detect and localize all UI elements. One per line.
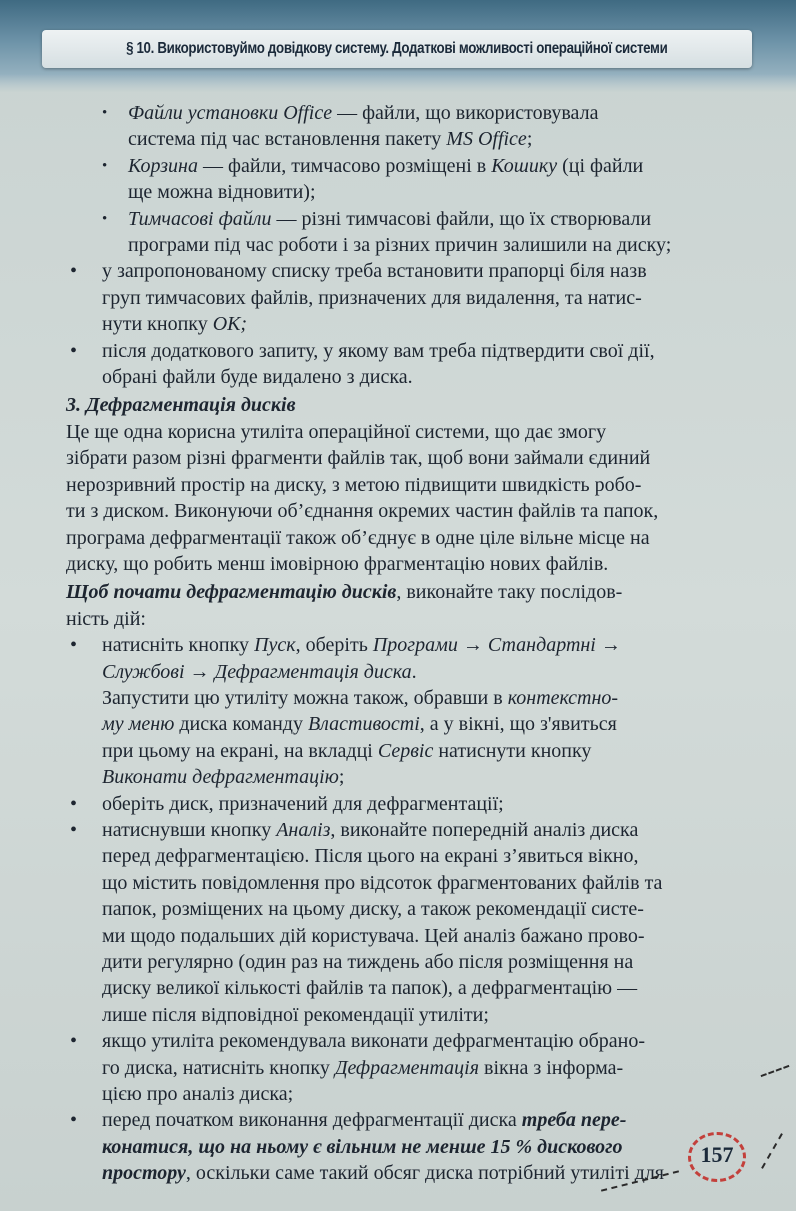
item-term: му меню [102,713,175,736]
item-text: дити регулярно (один раз на тиждень або після розміщення на [102,951,634,973]
item-term: MS Office [446,128,527,151]
item-term: Файли установки Office [128,102,333,124]
bullet-icon: • [70,1030,78,1053]
paragraph-line: зібрати разом різні фрагменти файлів так, щоб вони займали єдиний [66,447,651,470]
item-text: . [411,660,417,683]
item-term: Властивості [307,713,420,736]
item-text: що містить повідомлення про відсоток фрагментованих файлів та [102,871,663,894]
item-text: — файли, тимчасово розміщені в [197,154,492,177]
item-text: натисніть кнопку [102,634,255,657]
paragraph-line: Це ще одна корисна утиліта операційної системи, що дає змогу [66,420,607,443]
paragraph-line: диску, що робить менш імовірною фрагментацію нових файлів. [66,552,609,575]
item-text: нути кнопку [102,313,213,336]
item-text: диска команду [174,713,308,736]
item-text: диску великої кількості файлів та папок), а дефрагментацію — [102,977,638,1000]
item-term: Корзина [128,154,198,177]
bullet-icon: • [70,792,78,815]
item-text: Запустити цю утиліту можна також, обравши в [102,686,508,709]
bullet-list [66,258,756,390]
bullet-icon: • [70,339,78,362]
list-item [66,791,756,817]
emphasis-text: Щоб почати дефрагментацію дисків [66,581,397,604]
paragraph [66,579,756,632]
item-term: Сервіс [377,739,434,762]
section-heading: 3. Дефрагментація дисків [66,394,296,417]
item-term: ОК; [212,313,248,336]
list-item [66,100,756,153]
item-text: якщо утиліта рекомендувала виконати дефрагментацію обрано- [102,1030,645,1053]
bullet-icon: • [102,105,108,121]
item-term: Аналіз [276,818,331,841]
item-term: контекстно- [507,686,619,709]
page-number-badge [688,1132,750,1184]
list-item [66,206,756,259]
item-text: лише після відповідної рекомендації утиліти; [102,1003,489,1026]
paragraph-line: нерозривний простір на диску, з метою підвищити швидкість робо- [66,473,642,496]
bullet-icon: • [102,210,108,227]
item-term: Виконати дефрагментацію [102,766,339,789]
item-text: ; [338,766,345,789]
item-text: у запропонованому списку треба встановити прапорці біля назв [102,260,647,283]
list-item [66,1028,756,1107]
list-item [66,1107,756,1186]
list-item [66,817,756,1028]
item-text: система під час встановлення пакету [128,128,447,151]
steps-list [66,632,756,1187]
paragraph-line: ність дій: [66,607,146,630]
list-item [66,258,756,337]
item-text: натиснувши кнопку [102,818,277,841]
header-band [0,0,796,92]
item-text: ще можна відновити); [128,181,316,204]
item-text: перед початком виконання дефрагментації диска [102,1109,522,1132]
item-text: — різні тимчасові файли, що їх створювали [271,207,652,230]
item-term: Тимчасові файли [128,207,272,230]
item-text: цією про аналіз диска; [102,1083,294,1106]
paragraph [66,419,756,577]
item-text: ; [526,128,533,151]
item-text: натиснути кнопку [433,739,592,762]
list-item [66,632,756,790]
emphasis-text: треба пере- [521,1109,627,1132]
bullet-icon: • [70,634,78,657]
item-text: , оскільки саме такий обсяг диска потрібний утиліті для [185,1162,664,1185]
item-text: програми під час роботи і за різних причин залишили на диску; [128,234,672,257]
page-number: 157 [700,1142,734,1167]
item-text: — файли, що використовувала [332,102,599,124]
item-text: , а у вікні, що з'явиться [419,713,617,736]
item-text: оберіть диск, призначений для дефрагментації; [102,792,504,815]
paragraph-line: , виконайте таку послідов- [396,581,623,604]
item-text: перед дефрагментацією. Після цього на екрані з’явиться вікно, [102,845,639,868]
bullet-icon: • [70,818,78,841]
item-text: , виконайте попередній аналіз диска [330,818,639,841]
item-term: Службові → Дефрагментація диска [102,660,412,683]
bullet-icon: • [70,1109,78,1132]
item-text: вікна з інформа- [479,1056,624,1079]
item-text: груп тимчасових файлів, призначених для видалення, та натис- [102,286,642,309]
page-content [66,100,756,1187]
item-text: при цьому на екрані, на вкладці [102,739,378,762]
item-text: папок, розміщених на цьому диску, а також рекомендації систе- [102,898,644,921]
item-term: Дефрагментація [334,1056,480,1079]
item-text: , оберіть [295,634,373,657]
item-term: Кошику [491,154,558,177]
item-text: ми щодо подальших дій користувача. Цей аналіз бажано прово- [102,924,645,947]
item-text: обрані файли буде видалено з диска. [102,366,413,389]
chapter-title: § 10. Використовуймо довідкову систему. Додаткові можливості операційної системи [126,40,668,57]
emphasis-text: простору [102,1162,186,1185]
item-text: го диска, натисніть кнопку [102,1056,335,1079]
item-text: після додаткового запиту, у якому вам треба підтвердити свої дії, [102,339,655,362]
header-bar [42,30,752,68]
item-term: Програми → Стандартні → [372,634,621,657]
list-item [66,153,756,206]
emphasis-text: конатися, що на ньому є вільним не менше 15 % дискового [102,1135,623,1158]
paragraph-line: програма дефрагментації також об’єднує в одне ціле вільне місце на [66,526,650,549]
bullet-icon: • [102,157,108,174]
list-item [66,338,756,391]
bullet-icon: • [70,260,78,283]
sub-bullet-list [66,100,756,258]
paragraph-line: ти з диском. Виконуючи об’єднання окремих частин файлів та папок, [66,500,659,523]
item-term: Пуск [254,634,296,657]
item-text: (ці файли [557,154,644,177]
